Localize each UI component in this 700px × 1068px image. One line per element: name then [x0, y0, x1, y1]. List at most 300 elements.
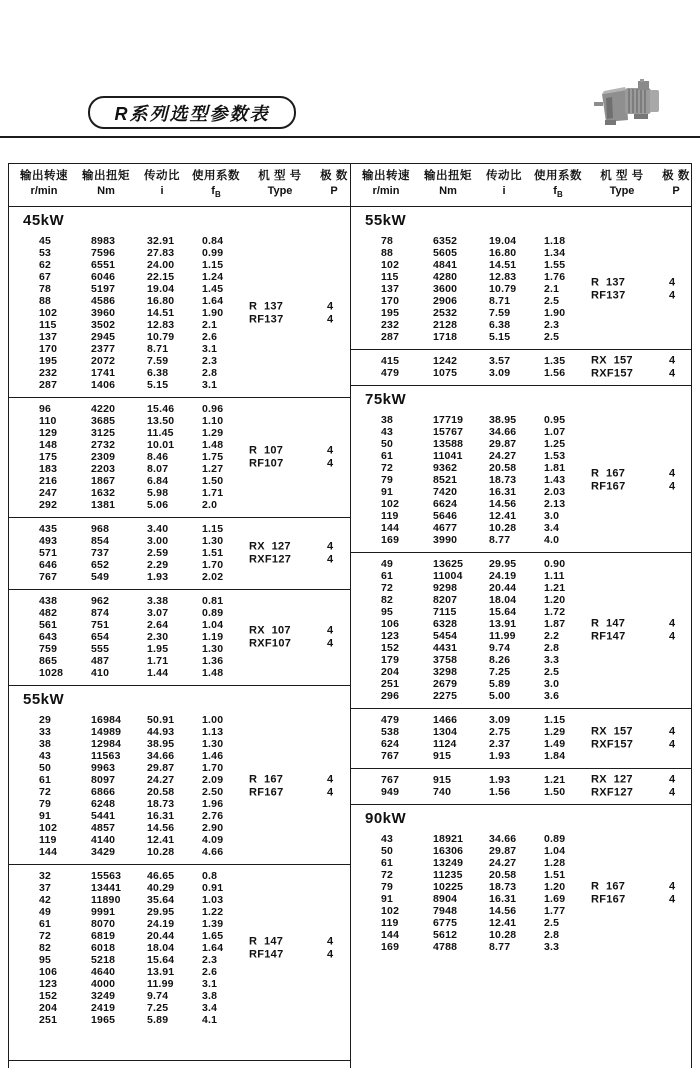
- output-torque-value: 4788: [433, 941, 458, 954]
- power-rating-label: 45kW: [23, 212, 65, 230]
- service-factor-value: 1.25: [544, 438, 566, 451]
- table-row: [351, 247, 691, 259]
- service-factor-value: 1.28: [544, 857, 566, 870]
- output-speed-value: 33: [39, 726, 52, 739]
- type-designations: [591, 617, 689, 644]
- output-torque-value: 2128: [433, 319, 458, 332]
- output-torque-value: 3429: [91, 846, 116, 859]
- service-factor-value: 1.64: [202, 942, 224, 955]
- type-designations: [249, 300, 348, 327]
- gear-unit-block: [351, 828, 691, 959]
- pole-count: 4: [326, 786, 334, 799]
- service-factor-value: 3.6: [544, 690, 560, 703]
- table-row: [351, 414, 691, 426]
- power-section: [9, 685, 350, 1032]
- column-header-right: [351, 164, 691, 207]
- ratio-value: 8.71: [147, 343, 169, 356]
- ratio-value: 8.46: [147, 451, 169, 464]
- header-servicefactor-unit: $f_B$: [211, 185, 221, 200]
- ratio-value: 16.31: [489, 893, 517, 906]
- table-row: [351, 678, 691, 690]
- ratio-value: 10.28: [147, 846, 175, 859]
- service-factor-value: 1.48: [202, 667, 224, 680]
- gear-unit-block: [351, 768, 691, 804]
- table-row: [9, 427, 350, 439]
- service-factor-value: 1.15: [202, 259, 224, 272]
- type-line: [249, 540, 348, 554]
- table-row: [9, 271, 350, 283]
- output-speed-value: 561: [39, 619, 58, 632]
- service-factor-value: 1.71: [202, 487, 224, 500]
- service-factor-value: 1.30: [202, 535, 224, 548]
- output-torque-value: 15767: [433, 426, 464, 439]
- output-speed-value: 119: [381, 917, 399, 930]
- output-speed-value: 148: [39, 439, 58, 452]
- ratio-value: 19.04: [147, 283, 175, 296]
- type-line: [591, 773, 689, 787]
- pole-count: 4: [668, 786, 676, 799]
- type-designations: [591, 276, 689, 303]
- ratio-value: 11.99: [489, 630, 516, 643]
- output-speed-value: 61: [381, 450, 394, 463]
- table-row: [9, 810, 350, 822]
- pole-count: 4: [326, 444, 334, 457]
- pole-count: 4: [668, 367, 676, 380]
- ratio-value: 35.64: [147, 894, 175, 907]
- power-rating-label: 55kW: [23, 691, 65, 709]
- service-factor-value: 1.36: [202, 655, 224, 668]
- service-factor-value: 1.77: [544, 905, 566, 918]
- ratio-value: 12.83: [489, 271, 517, 284]
- table-row: [9, 882, 350, 894]
- type-designation: RX 107: [249, 624, 291, 637]
- output-speed-value: 287: [39, 379, 58, 392]
- service-factor-value: 1.24: [202, 271, 224, 284]
- service-factor-value: 1.04: [202, 619, 224, 632]
- service-factor-value: 1.87: [544, 618, 566, 631]
- type-line: [249, 314, 348, 328]
- ratio-value: 8.77: [489, 941, 511, 954]
- table-row: [9, 499, 350, 511]
- type-designation: RXF127: [591, 786, 634, 799]
- type-designations: [249, 444, 348, 471]
- ratio-value: 34.66: [147, 750, 175, 763]
- output-torque-value: 1867: [91, 475, 116, 488]
- output-torque-value: 2679: [433, 678, 458, 691]
- service-factor-value: 1.76: [544, 271, 566, 284]
- ratio-value: 20.58: [489, 462, 517, 475]
- type-line: [249, 624, 348, 638]
- service-factor-value: 0.89: [202, 607, 224, 620]
- output-speed-value: 479: [381, 367, 400, 380]
- table-row: [9, 259, 350, 271]
- output-torque-value: 740: [433, 786, 452, 799]
- service-factor-value: 2.5: [544, 917, 560, 930]
- ratio-value: 7.25: [489, 666, 511, 679]
- service-factor-value: 1.70: [202, 559, 224, 572]
- output-speed-value: 767: [39, 571, 58, 584]
- pole-count: 4: [326, 773, 334, 786]
- type-designation: RXF107: [249, 637, 292, 650]
- output-torque-value: 555: [91, 643, 110, 656]
- output-speed-value: 767: [381, 774, 400, 787]
- pole-count: 4: [668, 276, 676, 289]
- table-left-column: [9, 164, 350, 1068]
- output-torque-value: 6248: [91, 798, 116, 811]
- ratio-value: 32.91: [147, 235, 175, 248]
- right-sections: [351, 207, 691, 1068]
- output-torque-value: 3125: [91, 427, 116, 440]
- service-factor-value: 3.3: [544, 654, 560, 667]
- type-designation: R 147: [591, 617, 626, 630]
- output-speed-value: 50: [39, 762, 52, 775]
- ratio-value: 16.80: [489, 247, 517, 260]
- table-row: [9, 415, 350, 427]
- output-speed-value: 1028: [39, 667, 64, 680]
- type-designation: RF137: [249, 313, 284, 326]
- output-speed-value: 493: [39, 535, 58, 548]
- ratio-value: 29.95: [489, 558, 517, 571]
- power-rating-label: 75kW: [365, 391, 407, 409]
- table-row: [351, 845, 691, 857]
- output-speed-value: 232: [39, 367, 58, 380]
- output-torque-value: 737: [91, 547, 110, 560]
- output-speed-value: 79: [381, 881, 394, 894]
- output-speed-value: 646: [39, 559, 58, 572]
- type-designation: R 167: [591, 880, 626, 893]
- output-speed-value: 119: [39, 834, 57, 847]
- service-factor-value: 1.51: [544, 869, 566, 882]
- header-torque-zh: 输出扭矩: [82, 170, 130, 182]
- ratio-value: 18.04: [147, 942, 175, 955]
- type-line: [591, 368, 689, 382]
- output-torque-value: 11563: [91, 750, 121, 763]
- output-speed-value: 123: [381, 630, 400, 643]
- output-torque-value: 3758: [433, 654, 458, 667]
- table-row: [351, 450, 691, 462]
- output-speed-value: 137: [381, 283, 400, 296]
- output-speed-value: 204: [39, 1002, 58, 1015]
- output-torque-value: 9298: [433, 582, 458, 595]
- output-speed-value: 152: [39, 990, 58, 1003]
- output-speed-value: 43: [39, 750, 52, 763]
- service-factor-value: 0.8: [202, 870, 218, 883]
- output-torque-value: 6551: [91, 259, 116, 272]
- table-row: [9, 595, 350, 607]
- service-factor-value: 0.89: [544, 833, 566, 846]
- service-factor-value: 2.8: [544, 929, 560, 942]
- output-torque-value: 6328: [433, 618, 458, 631]
- output-torque-value: 4140: [91, 834, 116, 847]
- output-torque-value: 1466: [433, 714, 458, 727]
- header-ratio-unit: i: [160, 185, 164, 197]
- service-factor-value: 0.84: [202, 235, 224, 248]
- table-row: [9, 667, 350, 679]
- output-torque-value: 410: [91, 667, 110, 680]
- output-torque-value: 6866: [91, 786, 116, 799]
- output-torque-value: 1632: [91, 487, 116, 500]
- output-speed-value: 67: [39, 271, 52, 284]
- table-row: [351, 941, 691, 953]
- ratio-value: 19.04: [489, 235, 517, 248]
- type-designation: RF147: [591, 630, 626, 643]
- ratio-value: 38.95: [147, 738, 175, 751]
- ratio-value: 3.09: [489, 367, 511, 380]
- output-torque-value: 2309: [91, 451, 116, 464]
- output-speed-value: 296: [381, 690, 400, 703]
- output-torque-value: 16984: [91, 714, 122, 727]
- output-torque-value: 4677: [433, 522, 458, 535]
- output-torque-value: 9991: [91, 906, 116, 919]
- gear-unit-block: [9, 589, 350, 685]
- ratio-value: 15.64: [489, 606, 517, 619]
- type-designation: R 147: [249, 935, 284, 948]
- service-factor-value: 1.20: [544, 594, 566, 607]
- type-designations: [591, 354, 689, 381]
- table-row: [9, 379, 350, 391]
- service-factor-value: 0.99: [202, 247, 224, 260]
- ratio-value: 3.07: [147, 607, 169, 620]
- output-torque-value: 6018: [91, 942, 116, 955]
- output-torque-value: 5605: [433, 247, 458, 260]
- service-factor-value: 1.81: [544, 462, 566, 475]
- output-speed-value: 232: [381, 319, 400, 332]
- type-designations: [249, 935, 348, 962]
- type-designation: RX 127: [249, 540, 291, 553]
- output-speed-value: 50: [381, 438, 394, 451]
- output-speed-value: 72: [381, 462, 394, 475]
- output-speed-value: 169: [381, 534, 400, 547]
- output-speed-value: 170: [39, 343, 58, 356]
- header-servicefactor-zh: 使用系数: [534, 170, 582, 182]
- header-type-unit: Type: [267, 185, 293, 197]
- ratio-value: 46.65: [147, 870, 175, 883]
- output-speed-value: 102: [381, 905, 400, 918]
- header-speed-zh: 输出转速: [20, 170, 68, 182]
- ratio-value: 14.51: [147, 307, 175, 320]
- type-designations: [249, 773, 348, 800]
- table-row: [9, 918, 350, 930]
- output-speed-value: 183: [39, 463, 58, 476]
- output-torque-value: 1304: [433, 726, 458, 739]
- type-designations: [591, 880, 689, 907]
- table-row: [9, 978, 350, 990]
- title-divider: [0, 136, 700, 138]
- ratio-value: 2.59: [147, 547, 169, 560]
- output-speed-value: 50: [381, 845, 394, 858]
- header-torque-unit: Nm: [97, 185, 115, 197]
- output-torque-value: 915: [433, 750, 452, 763]
- type-line: [249, 949, 348, 963]
- service-factor-value: 1.55: [544, 259, 566, 272]
- table-row: [9, 235, 350, 247]
- ratio-value: 14.51: [489, 259, 517, 272]
- output-speed-value: 38: [39, 738, 52, 751]
- service-factor-value: 2.3: [202, 355, 218, 368]
- type-line: [591, 467, 689, 481]
- service-factor-value: 1.10: [202, 415, 224, 428]
- output-speed-value: 538: [381, 726, 400, 739]
- table-row: [351, 307, 691, 319]
- service-factor-value: 2.03: [544, 486, 566, 499]
- output-speed-value: 61: [381, 570, 394, 583]
- output-torque-value: 3502: [91, 319, 116, 332]
- service-factor-value: 2.2: [544, 630, 560, 643]
- output-speed-value: 72: [39, 930, 52, 943]
- output-speed-value: 61: [39, 918, 52, 931]
- service-factor-value: 2.09: [202, 774, 224, 787]
- output-torque-value: 5646: [433, 510, 458, 523]
- ratio-value: 3.40: [147, 523, 169, 536]
- output-torque-value: 11890: [91, 894, 121, 907]
- output-torque-value: 17719: [433, 414, 464, 427]
- ratio-value: 5.98: [147, 487, 169, 500]
- output-speed-value: 72: [381, 582, 394, 595]
- ratio-value: 8.07: [147, 463, 169, 476]
- type-designations: [249, 540, 348, 567]
- service-factor-value: 2.1: [544, 283, 560, 296]
- selection-parameter-table: [8, 163, 692, 1068]
- ratio-value: 2.64: [147, 619, 169, 632]
- service-factor-value: 4.66: [202, 846, 224, 859]
- ratio-value: 24.19: [147, 918, 175, 931]
- ratio-value: 5.15: [489, 331, 511, 344]
- ratio-value: 11.99: [147, 978, 174, 991]
- output-speed-value: 78: [381, 235, 394, 248]
- service-factor-value: 1.18: [544, 235, 566, 248]
- table-row: [351, 917, 691, 929]
- ratio-value: 20.58: [147, 786, 175, 799]
- table-row: [351, 857, 691, 869]
- pole-count: 4: [326, 637, 334, 650]
- output-torque-value: 13249: [433, 857, 464, 870]
- output-torque-value: 14989: [91, 726, 122, 739]
- service-factor-value: 1.00: [202, 714, 224, 727]
- service-factor-value: 0.81: [202, 595, 224, 608]
- output-torque-value: 2732: [91, 439, 116, 452]
- ratio-value: 18.73: [147, 798, 175, 811]
- output-torque-value: 6046: [91, 271, 116, 284]
- table-row: [9, 1014, 350, 1026]
- header-torque-zh: 输出扭矩: [424, 170, 472, 182]
- ratio-value: 6.38: [147, 367, 169, 380]
- header-servicefactor-zh: 使用系数: [192, 170, 240, 182]
- ratio-value: 24.19: [489, 570, 517, 583]
- table-row: [9, 714, 350, 726]
- output-speed-value: 79: [39, 798, 52, 811]
- ratio-value: 14.56: [489, 905, 517, 918]
- power-rating-label: 55kW: [365, 212, 407, 230]
- header-torque-unit: Nm: [439, 185, 457, 197]
- type-line: [591, 787, 689, 801]
- ratio-value: 15.46: [147, 403, 175, 416]
- service-factor-value: 2.1: [202, 319, 218, 332]
- output-speed-value: 95: [381, 606, 394, 619]
- type-line: [591, 290, 689, 304]
- header-speed-unit: r/min: [372, 185, 400, 197]
- service-factor-value: 3.1: [202, 978, 218, 991]
- service-factor-value: 3.3: [544, 941, 560, 954]
- service-factor-value: 1.51: [202, 547, 224, 560]
- ratio-value: 1.44: [147, 667, 169, 680]
- ratio-value: 34.66: [489, 833, 517, 846]
- type-designation: RF167: [249, 786, 284, 799]
- header-type-zh: 机 型 号: [258, 170, 302, 182]
- output-speed-value: 29: [39, 714, 52, 727]
- output-torque-value: 12984: [91, 738, 122, 751]
- ratio-value: 1.71: [147, 655, 169, 668]
- output-torque-value: 9362: [433, 462, 458, 475]
- output-torque-value: 2377: [91, 343, 116, 356]
- type-line: [591, 739, 689, 753]
- service-factor-value: 1.45: [202, 283, 224, 296]
- service-factor-value: 2.90: [202, 822, 224, 835]
- ratio-value: 7.59: [489, 307, 511, 320]
- output-torque-value: 4220: [91, 403, 116, 416]
- output-torque-value: 13441: [91, 882, 122, 895]
- service-factor-value: 2.50: [202, 786, 224, 799]
- output-speed-value: 53: [39, 247, 52, 260]
- output-speed-value: 204: [381, 666, 400, 679]
- service-factor-value: 2.3: [202, 954, 218, 967]
- output-speed-value: 643: [39, 631, 58, 644]
- type-designations: [249, 624, 348, 651]
- output-speed-value: 102: [381, 259, 400, 272]
- output-speed-value: 152: [381, 642, 400, 655]
- ratio-value: 9.74: [489, 642, 511, 655]
- pole-count: 4: [668, 617, 676, 630]
- output-speed-value: 91: [381, 486, 394, 499]
- type-designation: RF137: [591, 289, 626, 302]
- output-speed-value: 195: [381, 307, 400, 320]
- output-torque-value: 5454: [433, 630, 458, 643]
- table-row: [9, 990, 350, 1002]
- output-torque-value: 16306: [433, 845, 464, 858]
- service-factor-value: 3.0: [544, 678, 560, 691]
- output-torque-value: 6624: [433, 498, 458, 511]
- ratio-value: 10.28: [489, 929, 517, 942]
- type-designation: R 107: [249, 444, 284, 457]
- output-speed-value: 106: [381, 618, 400, 631]
- service-factor-value: 2.13: [544, 498, 566, 511]
- table-row: [351, 510, 691, 522]
- service-factor-value: 1.03: [202, 894, 224, 907]
- table-row: [9, 403, 350, 415]
- type-designation: RF107: [249, 457, 284, 470]
- output-torque-value: 8097: [91, 774, 116, 787]
- ratio-value: 16.31: [489, 486, 517, 499]
- service-factor-value: 1.69: [544, 893, 566, 906]
- ratio-value: 2.29: [147, 559, 169, 572]
- type-line: [249, 773, 348, 787]
- service-factor-value: 1.70: [202, 762, 224, 775]
- output-speed-value: 179: [381, 654, 400, 667]
- service-factor-value: 1.30: [202, 643, 224, 656]
- gear-unit-block: [351, 552, 691, 708]
- type-designation: R 137: [591, 276, 626, 289]
- ratio-value: 16.31: [147, 810, 175, 823]
- ratio-value: 38.95: [489, 414, 517, 427]
- table-row: [9, 655, 350, 667]
- type-line: [591, 276, 689, 290]
- ratio-value: 12.41: [489, 510, 517, 523]
- ratio-value: 18.73: [489, 881, 517, 894]
- table-row: [351, 570, 691, 582]
- ratio-value: 13.91: [147, 966, 175, 979]
- service-factor-value: 1.30: [202, 738, 224, 751]
- pole-count: 4: [326, 313, 334, 326]
- ratio-value: 12.41: [147, 834, 175, 847]
